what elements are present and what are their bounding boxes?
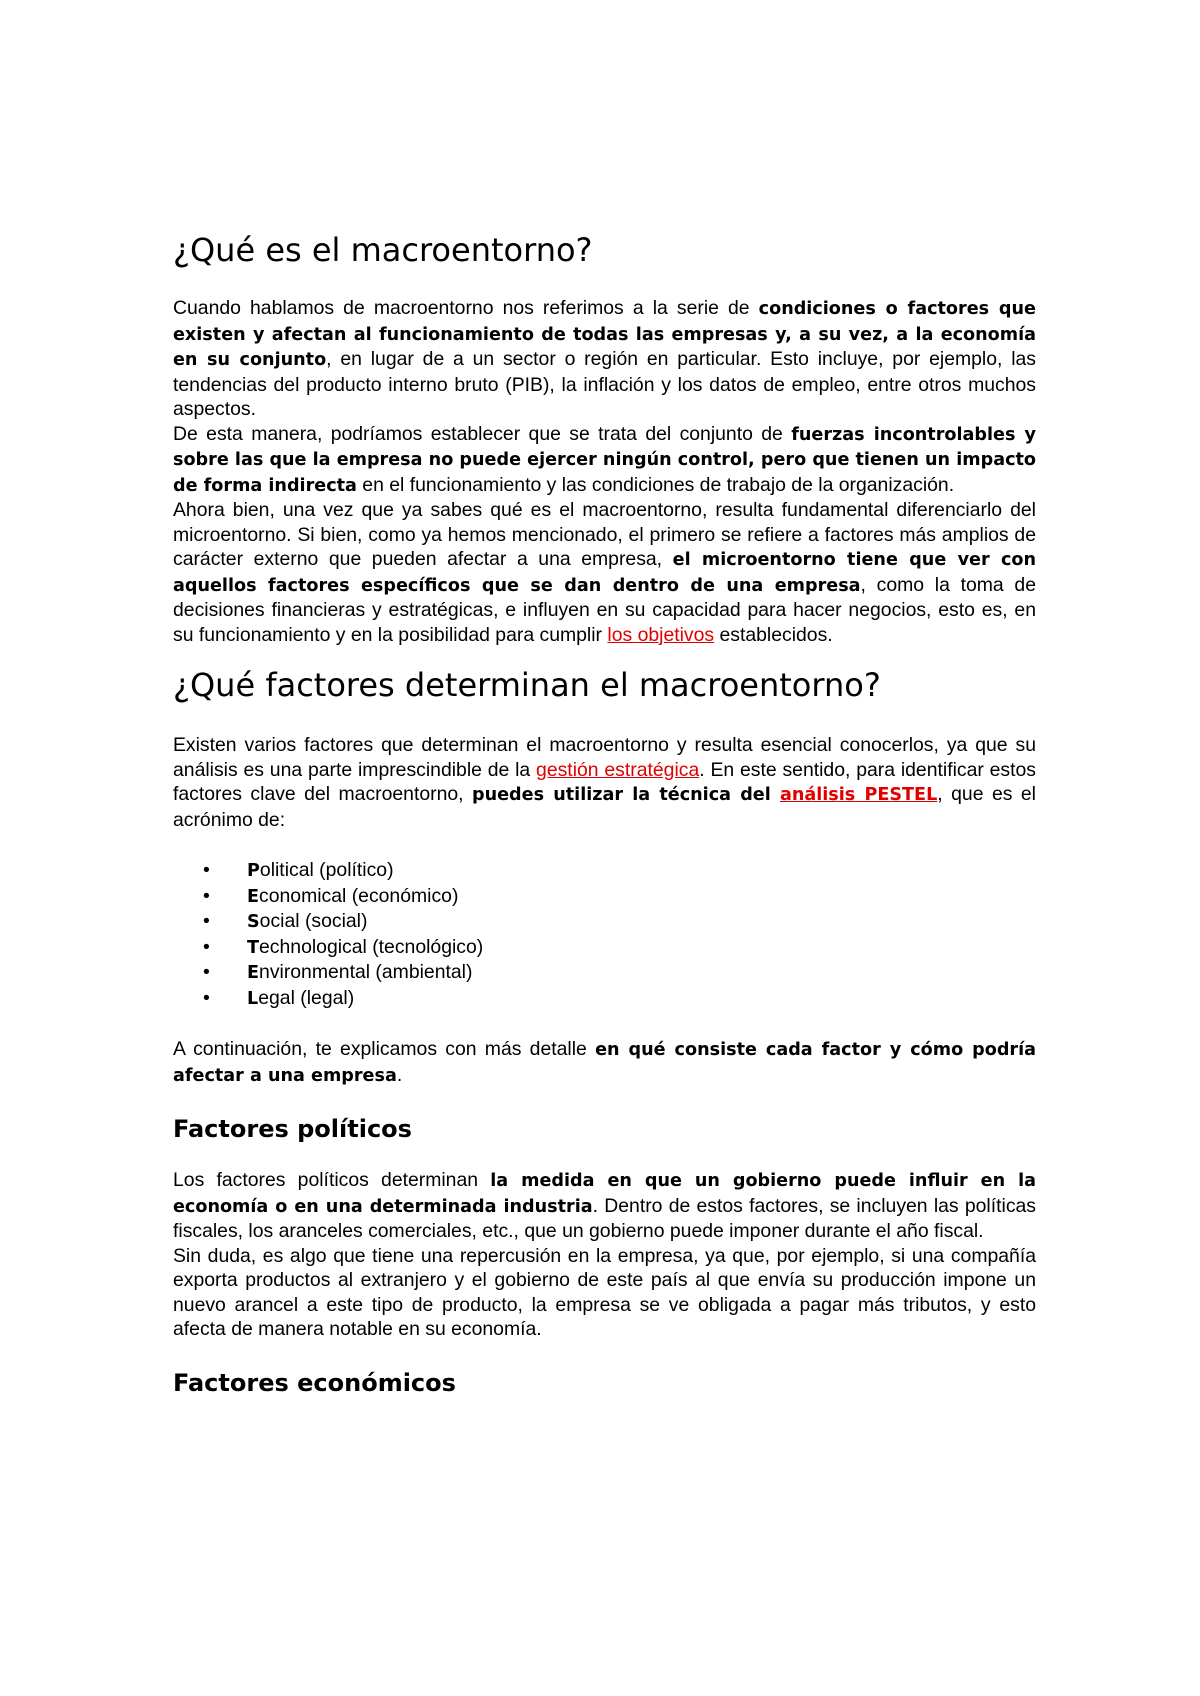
- bold-text: condiciones o factores que existen y afectan al funcionamiento de todas las empresas y, a su vez, a la economía en su conjunto: [173, 299, 1036, 370]
- heading-factores-determinan: ¿Qué factores determinan el macroentorno?: [173, 666, 881, 704]
- bullet-icon: •: [203, 884, 210, 907]
- text: De esta manera, podríamos establecer que se trata del conjunto de: [173, 422, 792, 445]
- list-item: [203, 858, 1036, 884]
- bullet-icon: •: [203, 859, 210, 881]
- bold-text: en qué consiste cada factor y cómo podría afectar a una empresa: [173, 1040, 1037, 1086]
- pestel-list: [173, 858, 1036, 1011]
- text: Ahora bien, una vez que ya sabes qué es el macroentorno, resulta fundamental diferenciarlo del microentorno. Si bien, como ya hemos mencionado, el primero se refiere a factores más amplios de carácter externo que pueden afectar a una empresa,: [173, 499, 1036, 570]
- text: , que es el acrónimo de:: [173, 783, 1036, 831]
- paragraph-fuerzas: [173, 422, 1036, 499]
- text: , en lugar de a un sector o región en particular. Esto incluye, por ejemplo, las tendencias del producto interno bruto (PIB), la inflación y los datos de empleo, entre otros muchos aspectos.: [173, 348, 1036, 420]
- bold-text: la medida en que un gobierno puede influir en la economía o en una determinada industria: [173, 1171, 1036, 1217]
- text: Existen varios factores que determinan el macroentorno y resulta esencial conocerlos, ya que su análisis es una parte imprescindible de la: [173, 734, 1036, 781]
- bullet-icon: •: [203, 910, 210, 932]
- bold-text: el microentorno tiene que ver con aquellos factores específicos que se dan dentro de una empresa: [173, 550, 1036, 596]
- link-analisis-pestel[interactable]: [780, 783, 937, 805]
- document-page: [173, 230, 1036, 1422]
- list-initial: E: [247, 886, 260, 907]
- paragraph-definicion: [173, 296, 1036, 422]
- text: Los factores políticos determinan: [173, 1169, 491, 1191]
- paragraph-pestel-intro: [173, 733, 1036, 832]
- text: . Dentro de estos factores, se incluyen las políticas fiscales, los aranceles comerciales, etc., que un gobierno puede imponer durante el año fiscal.: [173, 1194, 1036, 1242]
- text: . En este sentido, para identificar estos factores clave del macroentorno,: [173, 758, 1036, 805]
- link-los-objetivos[interactable]: los objetivos: [607, 623, 715, 646]
- text: Cuando hablamos de macroentorno nos referimos a la serie de: [173, 297, 759, 319]
- heading-factores-politicos: Factores políticos: [173, 1115, 412, 1143]
- text: .: [396, 1063, 403, 1086]
- list-initial: T: [247, 937, 260, 958]
- bullet-icon: •: [203, 986, 210, 1009]
- list-initial: L: [247, 988, 259, 1009]
- text: A continuación, te explicamos con más detalle: [173, 1038, 596, 1060]
- heading-factores-economicos: Factores económicos: [173, 1368, 456, 1397]
- bold-text: puedes utilizar la técnica del: [472, 785, 780, 805]
- list-text: echnological (tecnológico): [259, 935, 484, 958]
- list-initial: P: [247, 861, 260, 881]
- link-gestion-estrategica[interactable]: gestión estratégica: [536, 758, 700, 781]
- list-text: conomical (económico): [259, 884, 459, 907]
- list-item: [203, 986, 1036, 1012]
- list-item: [203, 935, 1036, 961]
- list-item: [203, 960, 1036, 986]
- list-text: ocial (social): [259, 910, 368, 932]
- list-text: egal (legal): [258, 986, 355, 1009]
- paragraph-politicos: [173, 1168, 1036, 1244]
- paragraph-microentorno: [173, 498, 1036, 647]
- bullet-icon: •: [203, 961, 210, 983]
- list-initial: S: [247, 912, 260, 932]
- text: establecidos.: [714, 623, 833, 646]
- text: en el funcionamiento y las condiciones de trabajo de la organización.: [356, 473, 955, 496]
- list-text: olitical (político): [259, 859, 394, 881]
- list-initial: E: [247, 963, 260, 983]
- list-text: nvironmental (ambiental): [259, 961, 473, 983]
- text: , como la toma de decisiones financieras y estratégicas, e influyen en su capacidad para hacer negocios, esto es, en su funcionamiento y en la posibilidad para cumplir: [173, 573, 1036, 646]
- list-item: [203, 884, 1036, 910]
- bullet-icon: •: [203, 935, 210, 958]
- paragraph-continuacion: [173, 1037, 1036, 1088]
- list-item: [203, 909, 1036, 935]
- bold-link-text: análisis PESTEL: [779, 785, 938, 805]
- paragraph-repercusion: Sin duda, es algo que tiene una repercusión en la empresa, ya que, por ejemplo, si una compañía exporta productos al extranjero y el gobierno de este país al que envía su producción impone un nuevo arancel a este tipo de producto, la empresa se ve obligada a pagar más tributos, y esto afecta de manera notable en su economía.: [173, 1244, 1036, 1340]
- bold-text: fuerzas incontrolables y sobre las que la empresa no puede ejercer ningún control, pero que tienen un impacto de forma indirecta: [173, 424, 1036, 496]
- heading-que-es-macroentorno: ¿Qué es el macroentorno?: [173, 231, 593, 269]
